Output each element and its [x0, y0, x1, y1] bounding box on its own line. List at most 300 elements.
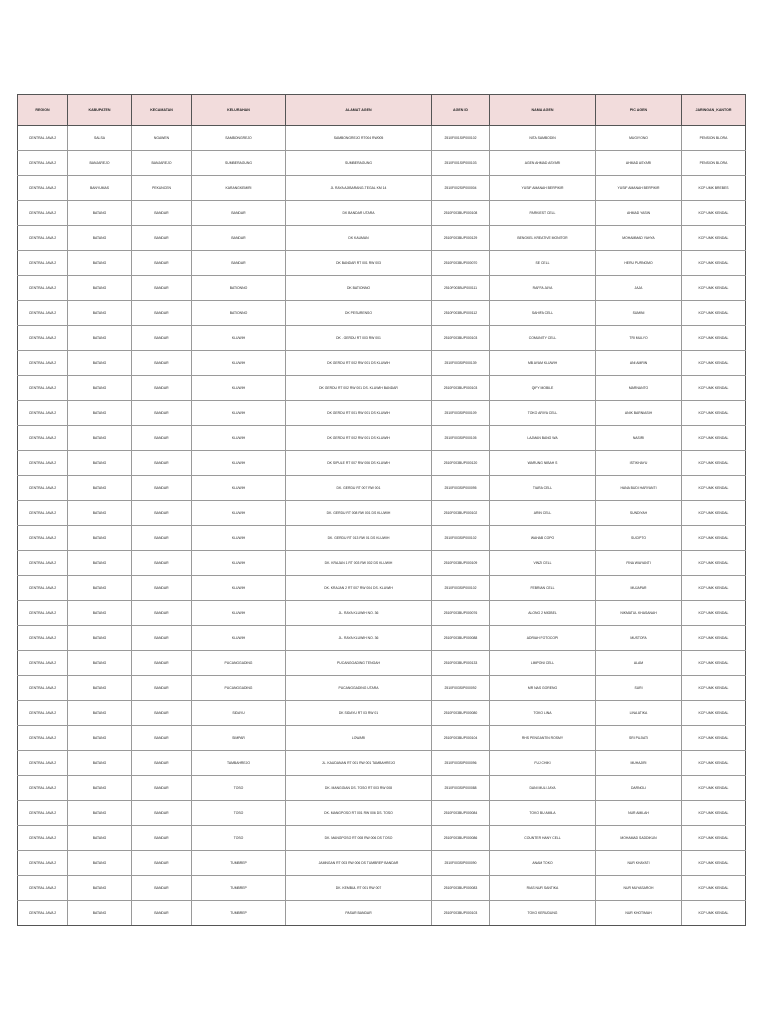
- cell-region: CENTRAL JAVA 2: [18, 501, 68, 526]
- cell-kelurahan: KLUWIH: [192, 501, 286, 526]
- cell-alamat-agen: PUCANGGADING UTARA: [286, 676, 432, 701]
- table-row: [18, 176, 746, 201]
- table-row: [18, 551, 746, 576]
- table-row: [18, 351, 746, 376]
- cell-region: CENTRAL JAVA 2: [18, 176, 68, 201]
- cell-kecamatan: BANDAR: [132, 726, 192, 751]
- table-row: [18, 426, 746, 451]
- cell-nama-agen: FUJ CHIKI: [490, 751, 596, 776]
- cell-nama-agen: TOKO LINA: [490, 701, 596, 726]
- column-header-kabupaten: KABUPATEN: [68, 95, 132, 126]
- cell-kecamatan: BANDAR: [132, 676, 192, 701]
- cell-pic-agen: ALAM: [596, 651, 682, 676]
- cell-region: CENTRAL JAVA 2: [18, 676, 68, 701]
- cell-kecamatan: BANDAR: [132, 476, 192, 501]
- cell-region: CENTRAL JAVA 2: [18, 126, 68, 151]
- cell-pic-agen: MOHAMMAD YAHYA: [596, 226, 682, 251]
- table-row: [18, 126, 746, 151]
- cell-pic-agen: SUMINI: [596, 301, 682, 326]
- cell-agen-id: 2510F003SIP000105: [432, 426, 490, 451]
- cell-alamat-agen: DK. KRAJAN 2 RT 007 RW 004 DS. KLUWIH: [286, 576, 432, 601]
- table-row: [18, 501, 746, 526]
- cell-jaringan-kantor: KCP UMK KENDAL: [682, 901, 746, 926]
- table-row: [18, 726, 746, 751]
- cell-agen-id: 2510F003SIP000102: [432, 526, 490, 551]
- cell-jaringan-kantor: KCP UMK KENDAL: [682, 801, 746, 826]
- cell-kecamatan: BANDAR: [132, 251, 192, 276]
- cell-alamat-agen: DK GERDU RT 002 RW 001 DS KLUWIH: [286, 351, 432, 376]
- cell-region: CENTRAL JAVA 2: [18, 876, 68, 901]
- cell-agen-id: 2510F003BUP000103: [432, 901, 490, 926]
- cell-region: CENTRAL JAVA 2: [18, 226, 68, 251]
- cell-jaringan-kantor: KCP UMK KENDAL: [682, 476, 746, 501]
- cell-region: CENTRAL JAVA 2: [18, 201, 68, 226]
- cell-kabupaten: BATANG: [68, 776, 132, 801]
- cell-agen-id: 2510F003SIP000139: [432, 351, 490, 376]
- cell-region: CENTRAL JAVA 2: [18, 726, 68, 751]
- cell-kelurahan: KLUWIH: [192, 551, 286, 576]
- cell-kabupaten: BATANG: [68, 201, 132, 226]
- cell-kecamatan: BANDAR: [132, 826, 192, 851]
- table-row: [18, 901, 746, 926]
- cell-agen-id: 2510F001SIP000102: [432, 126, 490, 151]
- column-header-nama-agen: NAMA AGEN: [490, 95, 596, 126]
- cell-nama-agen: PARKIEST CELL: [490, 201, 596, 226]
- cell-kelurahan: KLUWIH: [192, 326, 286, 351]
- cell-kelurahan: SIDAYU: [192, 701, 286, 726]
- cell-agen-id: 2510F003BUP000111: [432, 276, 490, 301]
- table-row: [18, 401, 746, 426]
- table-row: [18, 751, 746, 776]
- table-row: [18, 876, 746, 901]
- cell-alamat-agen: DK SIDAYU RT 03 RW 01: [286, 701, 432, 726]
- cell-region: CENTRAL JAVA 2: [18, 551, 68, 576]
- cell-jaringan-kantor: KCP UMK KENDAL: [682, 826, 746, 851]
- cell-kelurahan: TUMBREP: [192, 876, 286, 901]
- cell-alamat-agen: DK SIPULE RT 007 RW 006 DS KLUWIH: [286, 451, 432, 476]
- cell-nama-agen: AGEN AHMAD ASYARI: [490, 151, 596, 176]
- table-row: [18, 626, 746, 651]
- cell-region: CENTRAL JAVA 2: [18, 301, 68, 326]
- cell-region: CENTRAL JAVA 2: [18, 476, 68, 501]
- cell-region: CENTRAL JAVA 2: [18, 326, 68, 351]
- cell-nama-agen: TOKO BU AMILA: [490, 801, 596, 826]
- cell-kabupaten: BATANG: [68, 526, 132, 551]
- cell-nama-agen: LAJMAN BANG WA: [490, 426, 596, 451]
- cell-kelurahan: SIMPAR: [192, 726, 286, 751]
- cell-alamat-agen: SAMBONGREJO RT004 RW005: [286, 126, 432, 151]
- cell-pic-agen: NUR KHAYATI: [596, 851, 682, 876]
- cell-kabupaten: BATANG: [68, 726, 132, 751]
- column-header-kelurahan: KELURAHAN: [192, 95, 286, 126]
- cell-kelurahan: BATIONNO: [192, 301, 286, 326]
- table-row: [18, 651, 746, 676]
- cell-pic-agen: ANI AMRIN: [596, 351, 682, 376]
- cell-pic-agen: HERU PURNOMO: [596, 251, 682, 276]
- cell-pic-agen: NASIRI: [596, 426, 682, 451]
- cell-nama-agen: MB AYAM KLUWIH: [490, 351, 596, 376]
- cell-region: CENTRAL JAVA 2: [18, 401, 68, 426]
- cell-kabupaten: BATANG: [68, 376, 132, 401]
- cell-agen-id: 2510F003SIP000096: [432, 751, 490, 776]
- cell-jaringan-kantor: PENSION BLORA: [682, 126, 746, 151]
- cell-alamat-agen: DK BATIONNO: [286, 276, 432, 301]
- cell-kecamatan: BANDAR: [132, 451, 192, 476]
- cell-region: CENTRAL JAVA 2: [18, 251, 68, 276]
- column-header-alamat-agen: ALAMAT AGEN: [286, 95, 432, 126]
- cell-nama-agen: ANAM TOKO: [490, 851, 596, 876]
- cell-jaringan-kantor: KCP UMK KENDAL: [682, 326, 746, 351]
- cell-kabupaten: BATANG: [68, 651, 132, 676]
- cell-pic-agen: MUJAPAR: [596, 576, 682, 601]
- cell-kelurahan: KLUWIH: [192, 576, 286, 601]
- cell-kabupaten: BATANG: [68, 576, 132, 601]
- cell-agen-id: 2510F003BUP000086: [432, 826, 490, 851]
- cell-jaringan-kantor: KCP UMK KENDAL: [682, 551, 746, 576]
- cell-kecamatan: BANDAR: [132, 426, 192, 451]
- cell-agen-id: 2510F003BUP000129: [432, 226, 490, 251]
- cell-alamat-agen: LOWARI: [286, 726, 432, 751]
- cell-kecamatan: BANDAR: [132, 326, 192, 351]
- column-header-pic-agen: PIC AGEN: [596, 95, 682, 126]
- cell-pic-agen: MUHAJIRI: [596, 751, 682, 776]
- cell-pic-agen: AHMAD ASYARI: [596, 151, 682, 176]
- cell-pic-agen: NUR KHOTIMAH: [596, 901, 682, 926]
- cell-pic-agen: FINA WIAYANTI: [596, 551, 682, 576]
- cell-nama-agen: YUSIF AMANAH BERPIKIR: [490, 176, 596, 201]
- cell-kabupaten: BATANG: [68, 476, 132, 501]
- cell-alamat-agen: DK. MANGPOSO RT 001 RW 006 DS. TOSO: [286, 801, 432, 826]
- cell-kecamatan: PEKUNCEN: [132, 176, 192, 201]
- cell-kabupaten: BATANG: [68, 226, 132, 251]
- cell-kelurahan: KLUWIH: [192, 451, 286, 476]
- cell-kecamatan: BANDAR: [132, 276, 192, 301]
- cell-alamat-agen: DK BANDAR UTARA: [286, 201, 432, 226]
- cell-agen-id: 2510F003BUP000083: [432, 876, 490, 901]
- cell-kabupaten: BATANG: [68, 251, 132, 276]
- cell-kabupaten: BATANG: [68, 351, 132, 376]
- cell-jaringan-kantor: KCP UMK KENDAL: [682, 376, 746, 401]
- cell-kecamatan: BANDAR: [132, 576, 192, 601]
- cell-jaringan-kantor: KCP UMK KENDAL: [682, 751, 746, 776]
- column-header-agen-id: AGEN ID: [432, 95, 490, 126]
- cell-jaringan-kantor: KCP UMK KENDAL: [682, 501, 746, 526]
- cell-kabupaten: BATANG: [68, 426, 132, 451]
- cell-kelurahan: SAMBONGREJO: [192, 126, 286, 151]
- cell-agen-id: 2510F003SIP000088: [432, 776, 490, 801]
- cell-jaringan-kantor: KCP UMK KENDAL: [682, 226, 746, 251]
- cell-kecamatan: BANDAR: [132, 351, 192, 376]
- cell-pic-agen: SUNDIYAH: [596, 501, 682, 526]
- cell-kelurahan: TOSO: [192, 801, 286, 826]
- cell-alamat-agen: JAMNGAN RT 003 RW 006 DS TUMBREP BANDAR: [286, 851, 432, 876]
- cell-nama-agen: FEBRIAN CELL: [490, 576, 596, 601]
- cell-pic-agen: MUGIYONO: [596, 126, 682, 151]
- cell-kecamatan: BANDAR: [132, 301, 192, 326]
- cell-nama-agen: LIMPONI CELL: [490, 651, 596, 676]
- cell-kelurahan: TOSO: [192, 776, 286, 801]
- cell-region: CENTRAL JAVA 2: [18, 851, 68, 876]
- cell-kecamatan: BANDAR: [132, 651, 192, 676]
- table-row: [18, 826, 746, 851]
- header-row: [18, 95, 746, 126]
- table-row: [18, 201, 746, 226]
- cell-kecamatan: NGAWEN: [132, 126, 192, 151]
- cell-region: CENTRAL JAVA 2: [18, 151, 68, 176]
- cell-alamat-agen: DK PESURENSO: [286, 301, 432, 326]
- cell-agen-id: 2510F002SIP000004: [432, 176, 490, 201]
- cell-agen-id: 2510F003BUP000104: [432, 726, 490, 751]
- cell-alamat-agen: SUMBERAGUNG: [286, 151, 432, 176]
- cell-region: CENTRAL JAVA 2: [18, 426, 68, 451]
- cell-region: CENTRAL JAVA 2: [18, 526, 68, 551]
- cell-nama-agen: RAFFA JAYA: [490, 276, 596, 301]
- cell-pic-agen: TRI MULYO: [596, 326, 682, 351]
- cell-alamat-agen: DK. MANGGIAN DS. TOSO RT 003 RW 008: [286, 776, 432, 801]
- cell-region: CENTRAL JAVA 2: [18, 451, 68, 476]
- cell-pic-agen: MOHAMAD SADDIKUN: [596, 826, 682, 851]
- cell-pic-agen: ISTIKHAYU: [596, 451, 682, 476]
- cell-pic-agen: SURI: [596, 676, 682, 701]
- cell-agen-id: 2510F003BUP000080: [432, 701, 490, 726]
- cell-pic-agen: DARNOLI: [596, 776, 682, 801]
- table-row: [18, 301, 746, 326]
- cell-pic-agen: YUSIF AMANAH BERPIKIR: [596, 176, 682, 201]
- cell-agen-id: 2510F003BUP000103: [432, 326, 490, 351]
- cell-kecamatan: BANDAR: [132, 401, 192, 426]
- cell-nama-agen: RIAS NUR SANTIKA: [490, 876, 596, 901]
- cell-kecamatan: BANDAR: [132, 376, 192, 401]
- table-row: [18, 526, 746, 551]
- cell-kelurahan: KLUWIH: [192, 426, 286, 451]
- cell-jaringan-kantor: KCP UMK BREBES: [682, 176, 746, 201]
- cell-kelurahan: TUMBREP: [192, 901, 286, 926]
- cell-nama-agen: VINZI CELL: [490, 551, 596, 576]
- cell-kelurahan: BANDAR: [192, 251, 286, 276]
- cell-kelurahan: BANDAR: [192, 226, 286, 251]
- cell-agen-id: 2510F003BUP000120: [432, 451, 490, 476]
- cell-pic-agen: SUCIPTO: [596, 526, 682, 551]
- cell-kecamatan: BANDAR: [132, 201, 192, 226]
- cell-jaringan-kantor: KCP UMK KENDAL: [682, 626, 746, 651]
- cell-jaringan-kantor: KCP UMK KENDAL: [682, 451, 746, 476]
- cell-kabupaten: BATANG: [68, 751, 132, 776]
- cell-agen-id: 2510F001SIP000103: [432, 151, 490, 176]
- cell-agen-id: 2510F003BUP000076: [432, 601, 490, 626]
- cell-nama-agen: BENGKEL KREATIVE MONITOR: [490, 226, 596, 251]
- cell-kelurahan: PUCANGGADING: [192, 676, 286, 701]
- cell-agen-id: 2510F003SIP000092: [432, 676, 490, 701]
- cell-kecamatan: BANDAR: [132, 751, 192, 776]
- cell-region: CENTRAL JAVA 2: [18, 276, 68, 301]
- cell-kelurahan: TOSO: [192, 826, 286, 851]
- cell-jaringan-kantor: KCP UMK KENDAL: [682, 426, 746, 451]
- cell-region: CENTRAL JAVA 2: [18, 601, 68, 626]
- cell-nama-agen: TIARA CELL: [490, 476, 596, 501]
- cell-agen-id: 2510F003BUP000133: [432, 651, 490, 676]
- cell-kabupaten: BATANG: [68, 551, 132, 576]
- cell-region: CENTRAL JAVA 2: [18, 376, 68, 401]
- cell-nama-agen: COUNTER HANY CELL: [490, 826, 596, 851]
- cell-alamat-agen: DK GERDU RT 002 RW 001 DS KLUWIH: [286, 426, 432, 451]
- cell-kelurahan: KLUWIH: [192, 526, 286, 551]
- cell-nama-agen: RHS PENGANTIN ROSMY: [490, 726, 596, 751]
- table-row: [18, 326, 746, 351]
- cell-pic-agen: NUR MUYASAROH: [596, 876, 682, 901]
- cell-pic-agen: JAJA: [596, 276, 682, 301]
- cell-alamat-agen: DK. MANGPOSO RT 008 RW 006 DS TOSO: [286, 826, 432, 851]
- cell-kelurahan: KARANGKEMIRI: [192, 176, 286, 201]
- cell-agen-id: 2510F003BUP000103: [432, 376, 490, 401]
- cell-alamat-agen: DK. GERDU RT 008 RW 001 DS KLUWIH: [286, 501, 432, 526]
- cell-nama-agen: ARIN CELL: [490, 501, 596, 526]
- cell-kabupaten: BATANG: [68, 676, 132, 701]
- cell-agen-id: 2510F003BUP000088: [432, 626, 490, 651]
- table-row: [18, 576, 746, 601]
- cell-kelurahan: KLUWIH: [192, 601, 286, 626]
- column-header-jaringan-kantor: JARINGAN_KANTOR: [682, 95, 746, 126]
- cell-agen-id: 2510F003BUP000084: [432, 801, 490, 826]
- cell-jaringan-kantor: KCP UMK KENDAL: [682, 601, 746, 626]
- cell-kecamatan: BANDAR: [132, 776, 192, 801]
- cell-alamat-agen: DK KAUMAN: [286, 226, 432, 251]
- cell-kabupaten: SALSA: [68, 126, 132, 151]
- cell-kecamatan: BANDAR: [132, 526, 192, 551]
- cell-kecamatan: BANDAR: [132, 226, 192, 251]
- cell-kabupaten: BATANG: [68, 801, 132, 826]
- cell-kecamatan: BANDAR: [132, 901, 192, 926]
- cell-region: CENTRAL JAVA 2: [18, 701, 68, 726]
- cell-nama-agen: WAHAB COPO: [490, 526, 596, 551]
- cell-kabupaten: BANJAREJO: [68, 151, 132, 176]
- cell-nama-agen: COMUNITY CELL: [490, 326, 596, 351]
- cell-kabupaten: BATANG: [68, 851, 132, 876]
- cell-kelurahan: KLUWIH: [192, 626, 286, 651]
- cell-region: CENTRAL JAVA 2: [18, 651, 68, 676]
- table-header: [18, 95, 746, 126]
- cell-alamat-agen: DK GERDU RT 002 RW 001 DS. KLUWIH BANDAR: [286, 376, 432, 401]
- cell-kelurahan: TAMBAHREJO: [192, 751, 286, 776]
- table-row: [18, 476, 746, 501]
- cell-jaringan-kantor: KCP UMK KENDAL: [682, 576, 746, 601]
- cell-agen-id: 2510F003BUP000102: [432, 501, 490, 526]
- table-row: [18, 601, 746, 626]
- cell-kelurahan: PUCANGGADING: [192, 651, 286, 676]
- cell-kelurahan: KLUWIH: [192, 351, 286, 376]
- cell-jaringan-kantor: KCP UMK KENDAL: [682, 401, 746, 426]
- cell-pic-agen: NIKMATUL KHASANAH: [596, 601, 682, 626]
- cell-nama-agen: SAHIFA CELL: [490, 301, 596, 326]
- cell-kelurahan: TUMBREP: [192, 851, 286, 876]
- cell-alamat-agen: DK. KEMBUL RT 001 RW 007: [286, 876, 432, 901]
- cell-kabupaten: BATANG: [68, 451, 132, 476]
- cell-kabupaten: BATANG: [68, 301, 132, 326]
- cell-kelurahan: BANDAR: [192, 201, 286, 226]
- cell-agen-id: 2510F003BUP000070: [432, 251, 490, 276]
- table-row: [18, 701, 746, 726]
- cell-alamat-agen: PUCANGGADING TENGAH: [286, 651, 432, 676]
- cell-kecamatan: BANDAR: [132, 851, 192, 876]
- cell-jaringan-kantor: KCP UMK KENDAL: [682, 526, 746, 551]
- cell-jaringan-kantor: KCP UMK KENDAL: [682, 876, 746, 901]
- column-header-region: REGION: [18, 95, 68, 126]
- cell-kabupaten: BATANG: [68, 276, 132, 301]
- cell-nama-agen: ALONG 2 MIGBEL: [490, 601, 596, 626]
- cell-agen-id: 2510F003SIP000102: [432, 576, 490, 601]
- cell-agen-id: 2510F003BUP000112: [432, 301, 490, 326]
- cell-pic-agen: SRI PUJIATI: [596, 726, 682, 751]
- cell-alamat-agen: JL. KAUDANAN RT 001 RW 001 TAMBAHREJO: [286, 751, 432, 776]
- cell-kabupaten: BATANG: [68, 876, 132, 901]
- cell-jaringan-kantor: PENSION BLORA: [682, 151, 746, 176]
- cell-pic-agen: AHMAD YASIN: [596, 201, 682, 226]
- cell-nama-agen: ADRIAH FOTOCOPI: [490, 626, 596, 651]
- cell-jaringan-kantor: KCP UMK KENDAL: [682, 201, 746, 226]
- cell-jaringan-kantor: KCP UMK KENDAL: [682, 251, 746, 276]
- cell-agen-id: 2510F003SIP000090: [432, 851, 490, 876]
- cell-kabupaten: BATANG: [68, 601, 132, 626]
- cell-nama-agen: WARUNG NIBAH S: [490, 451, 596, 476]
- cell-alamat-agen: DK GERDU RT 001 RW 001 DS KLUWIH: [286, 401, 432, 426]
- cell-region: CENTRAL JAVA 2: [18, 901, 68, 926]
- cell-kabupaten: BATANG: [68, 501, 132, 526]
- cell-kabupaten: BATANG: [68, 326, 132, 351]
- cell-region: CENTRAL JAVA 2: [18, 576, 68, 601]
- cell-region: CENTRAL JAVA 2: [18, 826, 68, 851]
- cell-nama-agen: NITA SAMBODIN: [490, 126, 596, 151]
- cell-jaringan-kantor: KCP UMK KENDAL: [682, 301, 746, 326]
- cell-kelurahan: KLUWIH: [192, 376, 286, 401]
- cell-region: CENTRAL JAVA 2: [18, 351, 68, 376]
- cell-kabupaten: BATANG: [68, 701, 132, 726]
- cell-agen-id: 2510F003BUP000109: [432, 551, 490, 576]
- table-row: [18, 851, 746, 876]
- cell-jaringan-kantor: KCP UMK KENDAL: [682, 351, 746, 376]
- cell-pic-agen: LINA ATIKA: [596, 701, 682, 726]
- cell-alamat-agen: DK. GERDU RT 007 RW 001: [286, 476, 432, 501]
- cell-kelurahan: KLUWIH: [192, 401, 286, 426]
- table-row: [18, 251, 746, 276]
- cell-alamat-agen: PASAR BANDAR: [286, 901, 432, 926]
- table-row: [18, 376, 746, 401]
- table-row: [18, 451, 746, 476]
- cell-region: CENTRAL JAVA 2: [18, 801, 68, 826]
- agent-spreadsheet: [17, 94, 745, 926]
- cell-kelurahan: KLUWIH: [192, 476, 286, 501]
- cell-alamat-agen: JL. RAYA KLUWIH NO. 36: [286, 626, 432, 651]
- table-body: [18, 126, 746, 926]
- cell-region: CENTRAL JAVA 2: [18, 626, 68, 651]
- cell-pic-agen: ANIK BARNIASIH: [596, 401, 682, 426]
- cell-kabupaten: BANYUMAS: [68, 176, 132, 201]
- cell-nama-agen: TOKO ARIYA CELL: [490, 401, 596, 426]
- cell-region: CENTRAL JAVA 2: [18, 751, 68, 776]
- cell-kecamatan: BANDAR: [132, 501, 192, 526]
- cell-alamat-agen: DK . GERDU RT 003 RW 001: [286, 326, 432, 351]
- cell-agen-id: 2510F003SIP000109: [432, 401, 490, 426]
- table-row: [18, 226, 746, 251]
- cell-region: CENTRAL JAVA 2: [18, 776, 68, 801]
- cell-kabupaten: BATANG: [68, 626, 132, 651]
- table-row: [18, 276, 746, 301]
- cell-kecamatan: BANDAR: [132, 701, 192, 726]
- cell-jaringan-kantor: KCP UMK KENDAL: [682, 726, 746, 751]
- cell-kelurahan: SUMBERAGUNG: [192, 151, 286, 176]
- cell-nama-agen: SE CELL: [490, 251, 596, 276]
- cell-alamat-agen: DK BANDAR RT 001 RW 003: [286, 251, 432, 276]
- cell-kecamatan: BANJAREJO: [132, 151, 192, 176]
- table-row: [18, 676, 746, 701]
